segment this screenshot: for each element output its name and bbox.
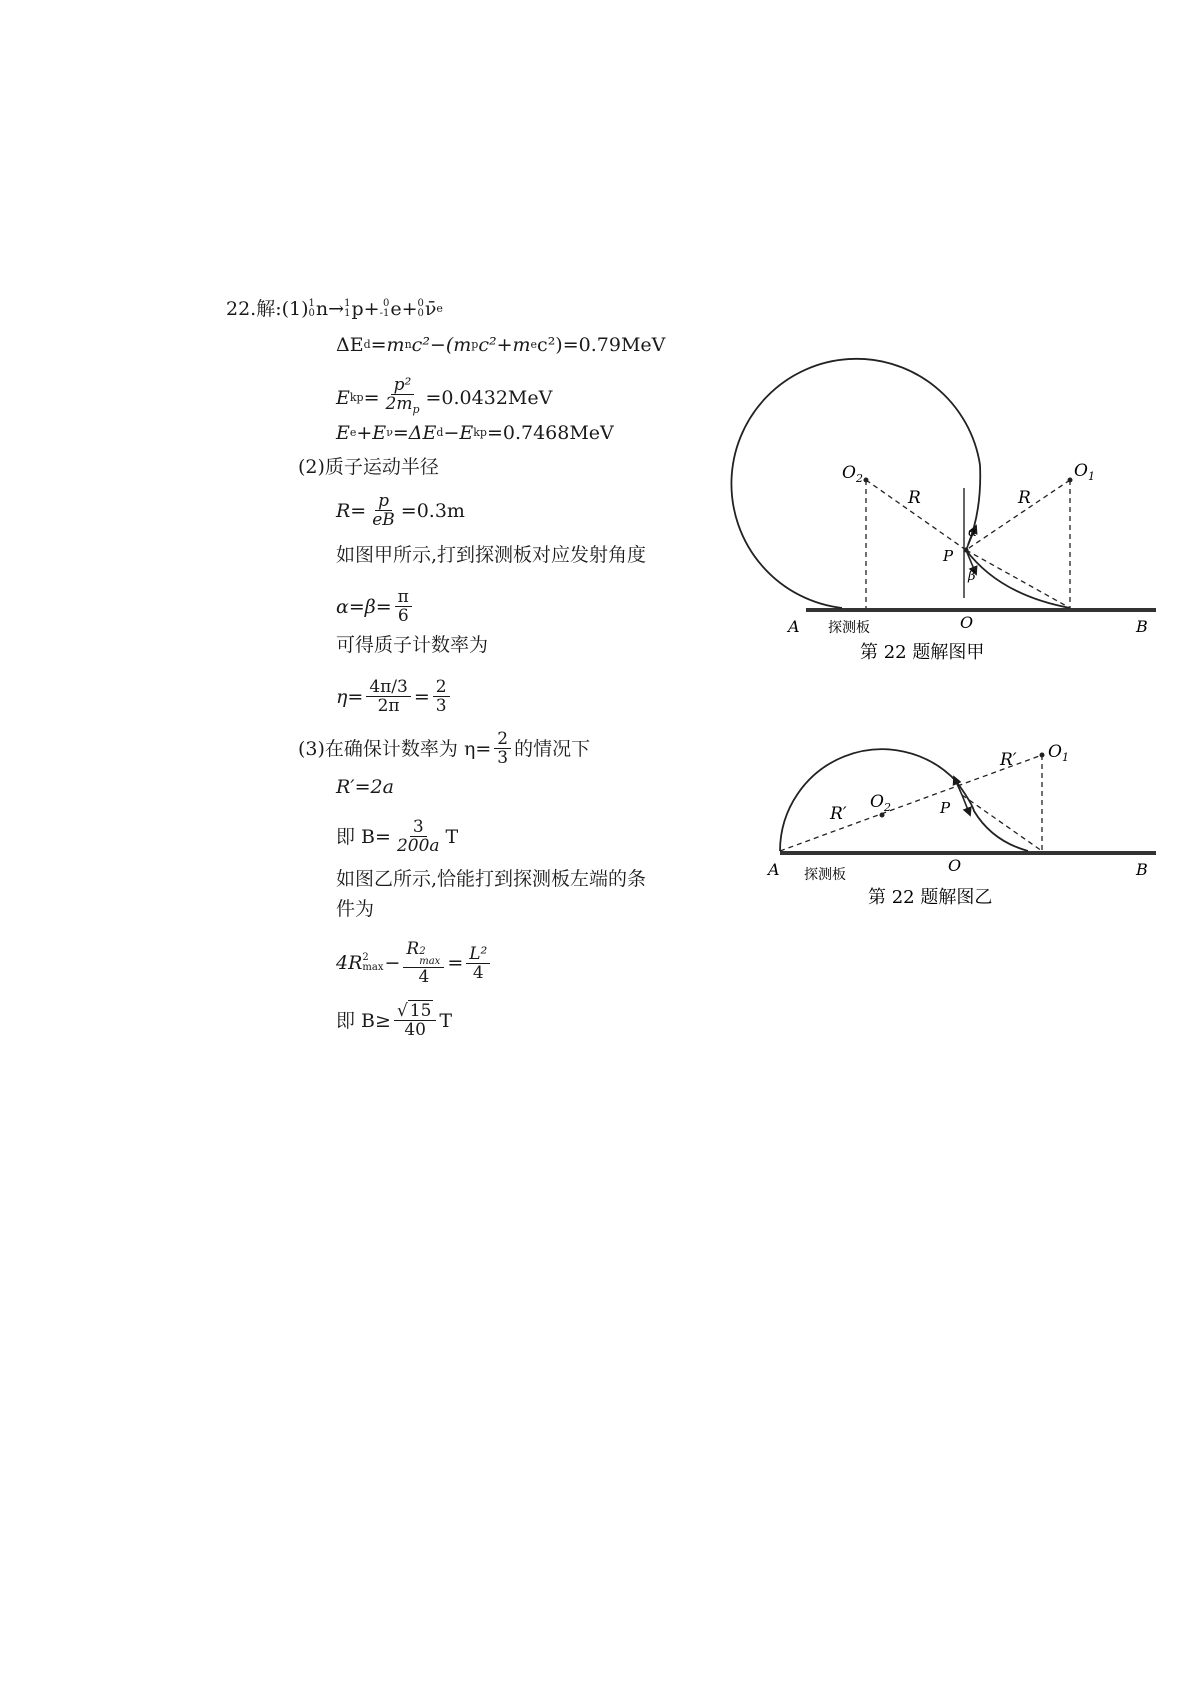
label-b: B xyxy=(1136,860,1148,879)
figure-2-caption: 第 22 题解图乙 xyxy=(868,887,993,908)
point-p-dot xyxy=(964,548,969,553)
center-o1-dot xyxy=(1068,478,1073,483)
text-figure-1-angle: 如图甲所示,打到探测板对应发射角度 xyxy=(336,544,647,566)
label-r-left: R′ xyxy=(830,804,847,824)
equation-radius: R= $\frac{p}{eB}$ =0.3m xyxy=(336,491,465,530)
label-alpha: α xyxy=(968,525,977,540)
equation-delta-ed: ΔE d =m n c²−(m p c²+m e c²)=0.79MeV xyxy=(336,334,666,356)
figure-1-caption: 第 22 题解图甲 xyxy=(860,642,985,663)
label-o2: $O_2$ xyxy=(870,792,891,814)
label-a: A xyxy=(768,860,780,879)
equation-condition: 4R 2 max − R 2 max 4 = $\frac{\text{L²}}{4}$ xyxy=(336,940,493,986)
solve-label: 解: xyxy=(256,298,282,320)
detector-board xyxy=(806,608,1156,612)
label-o: O xyxy=(948,856,962,875)
label-a: A xyxy=(788,617,800,636)
dashed-p-foot xyxy=(966,550,1070,608)
solution-heading: 22. 解: (1) 1 0 n → 1 1 p + 0 -1 e + 0 0 ν̄ e xyxy=(226,298,443,320)
figure-1-diagram xyxy=(730,340,1170,680)
label-r-left: R xyxy=(908,488,921,508)
equation-r-prime: R′=2a xyxy=(336,776,394,798)
detector-board xyxy=(780,851,1156,855)
equation-b-min: 即 B≥ $\frac{√ 15}{40}$ T xyxy=(336,1001,453,1040)
label-beta: β xyxy=(968,569,976,584)
text-figure-2-line2: 件为 xyxy=(336,898,375,920)
label-board: 探测板 xyxy=(804,867,846,883)
center-o2-dot xyxy=(864,478,869,483)
equation-b-value: 即 B= $\frac{3}{200a}$ T xyxy=(336,817,459,856)
equation-alpha-beta: α=β= $\frac{\pi}{6}$ xyxy=(336,588,415,625)
equation-ekp: E kp = $\frac{\text{p²}}{2m_p}$ =0.0432MeV xyxy=(336,375,553,416)
label-b: B xyxy=(1136,617,1148,636)
equation-ee-ev: E e +E ν =ΔE d −E kp =0.7468MeV xyxy=(336,422,614,444)
label-r-right: R′ xyxy=(1000,750,1017,770)
label-o1: $O_1$ xyxy=(1048,742,1069,764)
part-1-label: (1) xyxy=(281,298,309,320)
label-o: O xyxy=(960,613,974,632)
equation-eta: η= $\frac{4\pi/3}{2\pi}$ = $\frac{2}{3}$ xyxy=(336,678,453,715)
proton-trajectory-left xyxy=(780,749,956,851)
part-3-heading: (3)在确保计数率为 η= $\frac{2}{3}$ 的情况下 xyxy=(298,729,591,768)
text-count-rate: 可得质子计数率为 xyxy=(336,634,489,656)
text-figure-2-line1: 如图乙所示,恰能打到探测板左端的条 xyxy=(336,868,647,890)
label-o1: $O_1$ xyxy=(1074,461,1095,483)
label-board: 探测板 xyxy=(828,620,870,636)
part-2-heading: (2)质子运动半径 xyxy=(298,456,439,478)
center-o1-dot xyxy=(1040,753,1045,758)
label-o2: $O_2$ xyxy=(842,463,863,485)
figure-2-diagram xyxy=(730,715,1170,920)
dashed-p-foot xyxy=(962,795,1042,851)
label-p: P xyxy=(943,547,954,565)
label-p: P xyxy=(940,799,951,817)
label-r-right: R xyxy=(1018,488,1031,508)
question-number: 22. xyxy=(226,298,257,320)
velocity-arrow-up xyxy=(954,777,962,795)
